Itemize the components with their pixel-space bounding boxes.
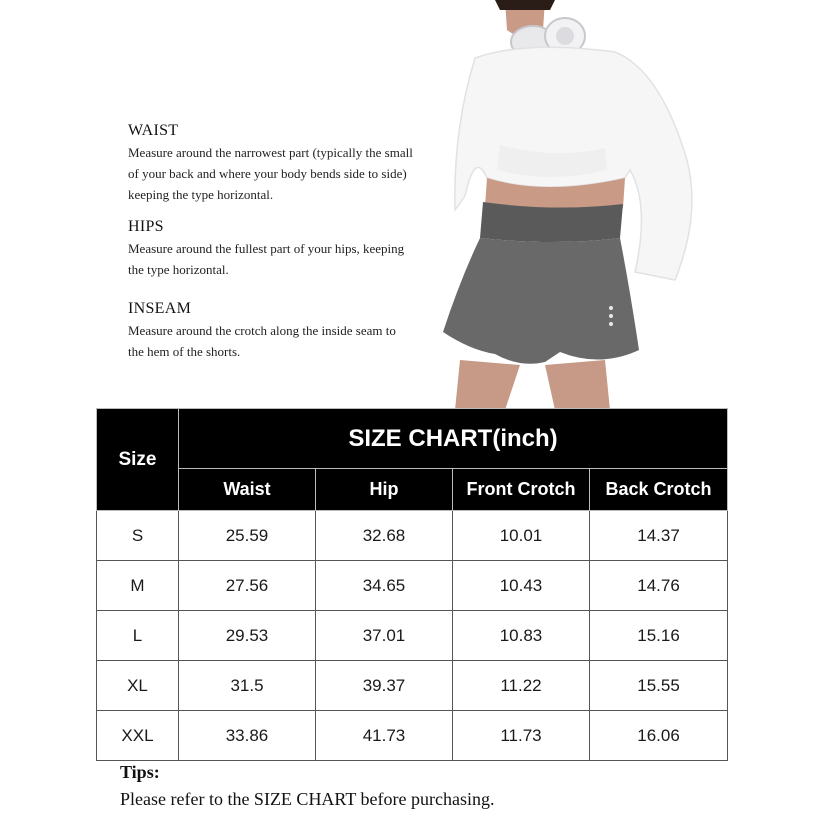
- front-crotch-cell: 11.73: [453, 711, 590, 761]
- waist-guide: [128, 122, 428, 205]
- hip-cell: 39.37: [316, 661, 453, 711]
- waist-cell: 31.5: [179, 661, 316, 711]
- hip-cell: 34.65: [316, 561, 453, 611]
- column-header-front-crotch: Front Crotch: [453, 469, 590, 511]
- column-header-back-crotch: Back Crotch: [590, 469, 728, 511]
- back-crotch-cell: 15.16: [590, 611, 728, 661]
- table-row: [97, 711, 728, 761]
- waist-description: Measure around the narrowest part (typically the small of your back and where your body bends side to side) keeping the type horizontal.: [128, 145, 413, 202]
- size-cell: XXL: [97, 711, 179, 761]
- table-row: [97, 611, 728, 661]
- front-crotch-cell: 10.43: [453, 561, 590, 611]
- model-illustration: [443, 0, 692, 410]
- front-crotch-cell: 11.22: [453, 661, 590, 711]
- table-row: [97, 661, 728, 711]
- size-cell: XL: [97, 661, 179, 711]
- size-cell: M: [97, 561, 179, 611]
- tips-label: Tips:: [120, 762, 160, 782]
- waist-cell: 29.53: [179, 611, 316, 661]
- size-chart-table: [96, 408, 728, 761]
- size-cell: L: [97, 611, 179, 661]
- waist-cell: 33.86: [179, 711, 316, 761]
- table-row: [97, 511, 728, 561]
- hips-description: Measure around the fullest part of your hips, keeping the type horizontal.: [128, 241, 405, 277]
- size-column-header: Size: [97, 409, 179, 511]
- model-photo: [425, 0, 725, 410]
- waist-cell: 25.59: [179, 511, 316, 561]
- waist-title: WAIST: [128, 122, 179, 139]
- hip-cell: 32.68: [316, 511, 453, 561]
- back-crotch-cell: 16.06: [590, 711, 728, 761]
- hips-title: HIPS: [128, 218, 164, 235]
- inseam-guide: [128, 300, 428, 362]
- back-crotch-cell: 15.55: [590, 661, 728, 711]
- table-row: [97, 561, 728, 611]
- hips-guide: [128, 218, 428, 280]
- hip-cell: 37.01: [316, 611, 453, 661]
- tips-text: Please refer to the SIZE CHART before purchasing.: [120, 789, 495, 809]
- size-chart-title: SIZE CHART(inch): [179, 409, 728, 469]
- waist-cell: 27.56: [179, 561, 316, 611]
- front-crotch-cell: 10.01: [453, 511, 590, 561]
- inseam-title: INSEAM: [128, 300, 192, 317]
- hip-cell: 41.73: [316, 711, 453, 761]
- size-cell: S: [97, 511, 179, 561]
- tips-section: [120, 762, 494, 810]
- column-header-hip: Hip: [316, 469, 453, 511]
- back-crotch-cell: 14.37: [590, 511, 728, 561]
- column-header-waist: Waist: [179, 469, 316, 511]
- front-crotch-cell: 10.83: [453, 611, 590, 661]
- inseam-description: Measure around the crotch along the inside seam to the hem of the shorts.: [128, 323, 396, 359]
- back-crotch-cell: 14.76: [590, 561, 728, 611]
